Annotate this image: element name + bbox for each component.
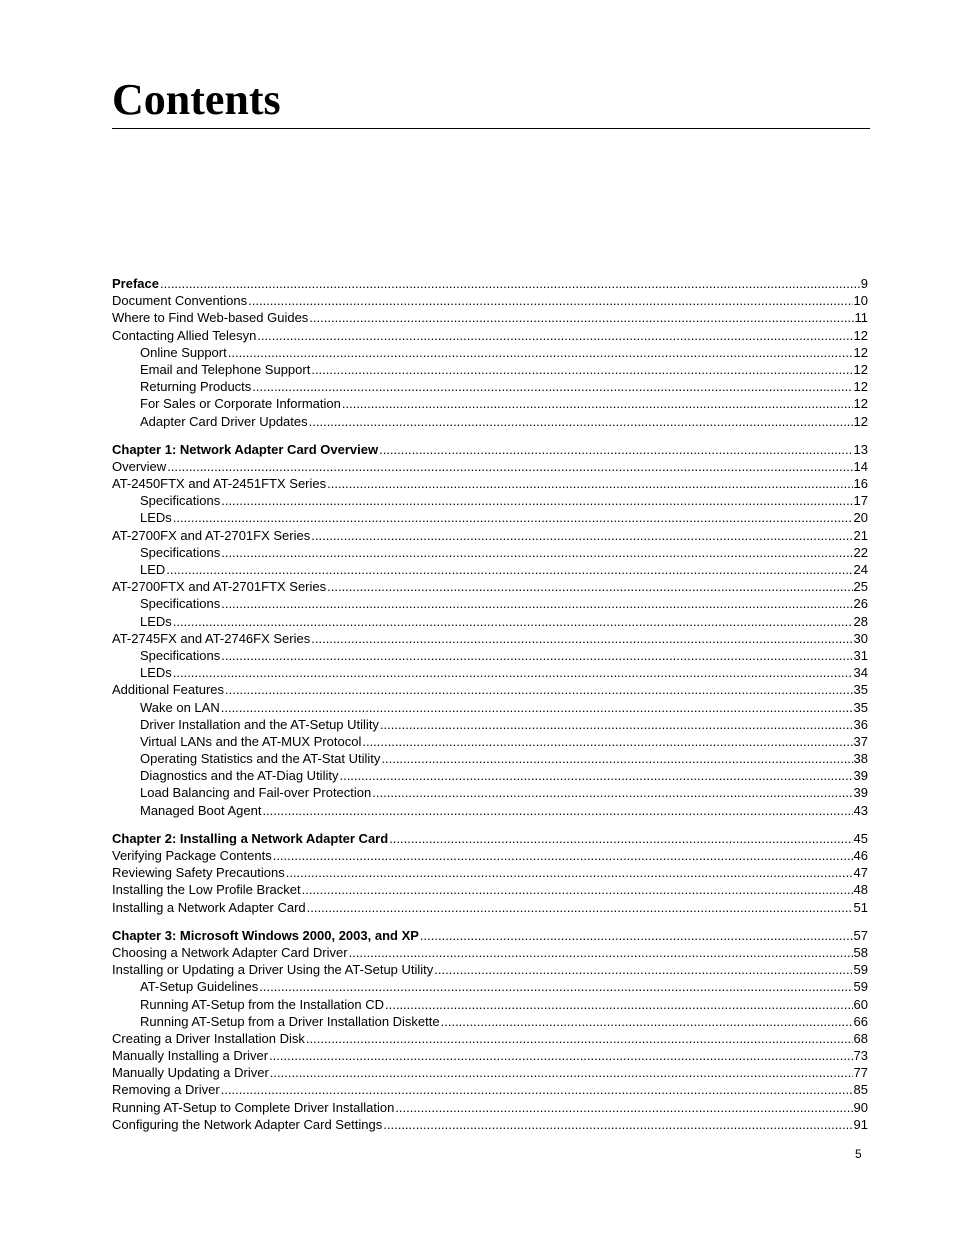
toc-entry-page: 12 — [853, 327, 868, 343]
toc-entry-label: For Sales or Corporate Information — [140, 396, 341, 412]
toc-entry-page: 68 — [853, 1030, 868, 1046]
toc-dot-leader — [286, 864, 853, 881]
toc-entry-page: 30 — [853, 630, 868, 646]
toc-entry-label: Specifications — [140, 596, 221, 612]
toc-chapter-entry[interactable] — [112, 441, 868, 458]
table-of-contents — [112, 275, 868, 1133]
toc-section-entry[interactable] — [112, 961, 868, 978]
toc-section-entry[interactable] — [112, 1116, 868, 1133]
toc-section-entry[interactable] — [112, 1081, 868, 1098]
toc-dot-leader — [257, 327, 852, 344]
toc-entry-page: 59 — [853, 979, 868, 995]
toc-entry-label: AT-2450FTX and AT-2451FTX Series — [112, 476, 327, 492]
toc-dot-leader — [327, 475, 852, 492]
toc-entry-label: Returning Products — [140, 379, 252, 395]
toc-entry-label: Specifications — [140, 493, 221, 509]
toc-subsection-entry[interactable] — [112, 509, 868, 526]
toc-entry-page: 12 — [853, 379, 868, 395]
toc-entry-page: 73 — [853, 1048, 868, 1064]
toc-section-entry[interactable] — [112, 1099, 868, 1116]
toc-entry-label: AT-2745FX and AT-2746FX Series — [112, 630, 311, 646]
toc-entry-label: Operating Statistics and the AT-Stat Utility — [140, 751, 381, 767]
toc-entry-label: Where to Find Web-based Guides — [112, 310, 309, 326]
toc-entry-label: Installing the Low Profile Bracket — [112, 882, 301, 898]
toc-subsection-entry[interactable] — [112, 595, 868, 612]
toc-subsection-entry[interactable] — [112, 784, 868, 801]
toc-entry-label: AT-Setup Guidelines — [140, 979, 259, 995]
toc-dot-leader — [302, 881, 853, 898]
toc-dot-leader — [309, 309, 853, 326]
toc-dot-leader — [342, 395, 853, 412]
toc-dot-leader — [441, 1013, 853, 1030]
toc-subsection-entry[interactable] — [112, 395, 868, 412]
toc-entry-page: 90 — [853, 1099, 868, 1115]
toc-entry-label: Specifications — [140, 647, 221, 663]
toc-section-entry[interactable] — [112, 527, 868, 544]
toc-entry-page: 22 — [853, 544, 868, 560]
toc-dot-leader — [221, 544, 852, 561]
toc-subsection-entry[interactable] — [112, 344, 868, 361]
toc-dot-leader — [339, 767, 852, 784]
toc-dot-leader — [173, 613, 853, 630]
toc-entry-page: 17 — [853, 493, 868, 509]
toc-entry-label: Load Balancing and Fail-over Protection — [140, 785, 372, 801]
toc-entry-label: Online Support — [140, 344, 227, 360]
toc-entry-label: Chapter 1: Network Adapter Card Overview — [112, 441, 379, 457]
toc-dot-leader — [420, 927, 853, 944]
toc-entry-label: Specifications — [140, 544, 221, 560]
toc-entry-label: Running AT-Setup from a Driver Installation Diskette — [140, 1013, 440, 1029]
toc-entry-page: 57 — [853, 927, 868, 943]
toc-entry-page: 51 — [853, 899, 868, 915]
toc-dot-leader — [173, 509, 853, 526]
toc-subsection-entry[interactable] — [112, 492, 868, 509]
toc-dot-leader — [379, 441, 852, 458]
toc-dot-leader — [221, 699, 853, 716]
toc-section-entry[interactable] — [112, 881, 868, 898]
toc-entry-label: LEDs — [140, 510, 172, 526]
toc-entry-page: 13 — [853, 441, 868, 457]
toc-entry-page: 85 — [853, 1082, 868, 1098]
toc-section-entry[interactable] — [112, 292, 868, 309]
toc-entry-label: Removing a Driver — [112, 1082, 220, 1098]
toc-entry-page: 34 — [853, 665, 868, 681]
toc-entry-page: 25 — [853, 579, 868, 595]
toc-section-entry[interactable] — [112, 458, 868, 475]
toc-subsection-entry[interactable] — [112, 561, 868, 578]
toc-section-entry[interactable] — [112, 847, 868, 864]
toc-entry-page: 77 — [853, 1065, 868, 1081]
toc-entry-page: 16 — [853, 476, 868, 492]
toc-dot-leader — [309, 413, 853, 430]
toc-dot-leader — [259, 978, 852, 995]
toc-entry-page: 45 — [853, 830, 868, 846]
title-divider — [112, 128, 870, 129]
toc-entry-page: 12 — [853, 396, 868, 412]
toc-entry-page: 60 — [853, 996, 868, 1012]
toc-entry-page: 47 — [853, 865, 868, 881]
toc-entry-page: 28 — [853, 613, 868, 629]
toc-entry-label: Managed Boot Agent — [140, 802, 262, 818]
toc-section-entry[interactable] — [112, 475, 868, 492]
toc-dot-leader — [381, 750, 852, 767]
toc-entry-label: Manually Updating a Driver — [112, 1065, 269, 1081]
toc-entry-label: Manually Installing a Driver — [112, 1048, 269, 1064]
toc-entry-label: AT-2700FTX and AT-2701FTX Series — [112, 579, 327, 595]
toc-dot-leader — [221, 492, 852, 509]
toc-dot-leader — [270, 1064, 853, 1081]
toc-section-entry[interactable] — [112, 327, 868, 344]
toc-entry-label: Adapter Card Driver Updates — [140, 413, 308, 429]
toc-entry-label: Chapter 3: Microsoft Windows 2000, 2003, and XP — [112, 927, 419, 943]
toc-entry-page: 59 — [853, 962, 868, 978]
toc-entry-page: 21 — [853, 527, 868, 543]
toc-dot-leader — [389, 830, 852, 847]
toc-dot-leader — [372, 784, 852, 801]
toc-entry-page: 58 — [853, 944, 868, 960]
toc-section-entry[interactable] — [112, 1064, 868, 1081]
toc-entry-page: 20 — [853, 510, 868, 526]
toc-dot-leader — [311, 361, 852, 378]
page-title: Contents — [112, 75, 281, 124]
toc-subsection-entry[interactable] — [112, 750, 868, 767]
toc-entry-label: Choosing a Network Adapter Card Driver — [112, 944, 348, 960]
toc-section-entry[interactable] — [112, 899, 868, 916]
toc-entry-label: Creating a Driver Installation Disk — [112, 1030, 305, 1046]
toc-entry-page: 11 — [854, 310, 868, 326]
page-number: 5 — [855, 1147, 862, 1161]
toc-subsection-entry[interactable] — [112, 767, 868, 784]
toc-entry-label: Preface — [112, 276, 159, 291]
toc-entry-label: Contacting Allied Telesyn — [112, 327, 257, 343]
toc-dot-leader — [173, 664, 853, 681]
toc-dot-leader — [166, 561, 852, 578]
toc-section-entry[interactable] — [112, 864, 868, 881]
toc-entry-label: LEDs — [140, 665, 172, 681]
toc-dot-leader — [383, 1116, 852, 1133]
toc-dot-leader — [160, 275, 860, 292]
toc-dot-leader — [434, 961, 852, 978]
toc-entry-page: 48 — [853, 882, 868, 898]
toc-entry-label: Overview — [112, 458, 167, 474]
toc-subsection-entry[interactable] — [112, 1013, 868, 1030]
toc-section-entry[interactable] — [112, 578, 868, 595]
toc-dot-leader — [362, 733, 852, 750]
toc-dot-leader — [395, 1099, 852, 1116]
toc-entry-label: Driver Installation and the AT-Setup Utility — [140, 716, 379, 732]
toc-dot-leader — [248, 292, 852, 309]
toc-entry-label: Document Conventions — [112, 293, 248, 309]
toc-entry-page: 38 — [853, 751, 868, 767]
toc-entry-label: AT-2700FX and AT-2701FX Series — [112, 527, 311, 543]
toc-entry-label: Virtual LANs and the AT-MUX Protocol — [140, 733, 362, 749]
toc-entry-page: 12 — [853, 361, 868, 377]
toc-entry-page: 14 — [853, 458, 868, 474]
toc-dot-leader — [221, 647, 852, 664]
toc-subsection-entry[interactable] — [112, 699, 868, 716]
toc-chapter-entry[interactable] — [112, 275, 868, 292]
toc-subsection-entry[interactable] — [112, 544, 868, 561]
toc-entry-label: Running AT-Setup from the Installation CD — [140, 996, 384, 1012]
toc-dot-leader — [311, 527, 852, 544]
toc-dot-leader — [225, 681, 853, 698]
toc-entry-label: Verifying Package Contents — [112, 848, 272, 863]
toc-entry-page: 35 — [853, 682, 868, 698]
toc-dot-leader — [221, 595, 852, 612]
toc-entry-label: Installing or Updating a Driver Using the AT-Setup Utility — [112, 962, 434, 978]
toc-dot-leader — [307, 899, 853, 916]
toc-section-entry[interactable] — [112, 1047, 868, 1064]
toc-dot-leader — [167, 458, 852, 475]
toc-subsection-entry[interactable] — [112, 647, 868, 664]
toc-entry-label: Additional Features — [112, 682, 225, 698]
toc-entry-label: LEDs — [140, 613, 172, 629]
toc-subsection-entry[interactable] — [112, 361, 868, 378]
toc-entry-page: 39 — [853, 768, 868, 784]
toc-subsection-entry[interactable] — [112, 413, 868, 430]
toc-entry-page: 39 — [853, 785, 868, 801]
toc-dot-leader — [228, 344, 853, 361]
toc-entry-page: 35 — [853, 699, 868, 715]
toc-entry-page: 24 — [853, 562, 868, 577]
toc-subsection-entry[interactable] — [112, 802, 868, 819]
toc-dot-leader — [262, 802, 852, 819]
toc-section-entry[interactable] — [112, 1030, 868, 1047]
toc-subsection-entry[interactable] — [112, 978, 868, 995]
toc-entry-label: Wake on LAN — [140, 699, 220, 715]
toc-subsection-entry[interactable] — [112, 733, 868, 750]
toc-entry-page: 43 — [853, 802, 868, 818]
toc-dot-leader — [349, 944, 853, 961]
toc-entry-page: 91 — [853, 1116, 868, 1132]
toc-dot-leader — [273, 847, 853, 864]
toc-subsection-entry[interactable] — [112, 613, 868, 630]
toc-entry-label: LED — [140, 562, 166, 577]
toc-entry-label: Chapter 2: Installing a Network Adapter Card — [112, 830, 389, 846]
toc-chapter-entry[interactable] — [112, 830, 868, 847]
toc-entry-label: Installing a Network Adapter Card — [112, 899, 306, 915]
toc-section-entry[interactable] — [112, 944, 868, 961]
toc-entry-label: Reviewing Safety Precautions — [112, 865, 285, 881]
toc-section-entry[interactable] — [112, 630, 868, 647]
toc-subsection-entry[interactable] — [112, 378, 868, 395]
toc-entry-label: Running AT-Setup to Complete Driver Installation — [112, 1099, 395, 1115]
toc-entry-page: 10 — [853, 293, 868, 309]
toc-subsection-entry[interactable] — [112, 716, 868, 733]
toc-dot-leader — [311, 630, 852, 647]
toc-dot-leader — [252, 378, 852, 395]
toc-entry-page: 31 — [853, 647, 868, 663]
toc-entry-page: 46 — [853, 848, 868, 863]
toc-entry-label: Configuring the Network Adapter Card Settings — [112, 1116, 383, 1132]
toc-dot-leader — [385, 996, 853, 1013]
toc-section-entry[interactable] — [112, 681, 868, 698]
toc-entry-page: 37 — [853, 733, 868, 749]
toc-dot-leader — [327, 578, 852, 595]
toc-chapter-entry[interactable] — [112, 927, 868, 944]
toc-entry-label: Email and Telephone Support — [140, 361, 311, 377]
toc-dot-leader — [380, 716, 853, 733]
toc-entry-page: 12 — [853, 413, 868, 429]
toc-dot-leader — [221, 1081, 853, 1098]
toc-dot-leader — [306, 1030, 853, 1047]
toc-subsection-entry[interactable] — [112, 996, 868, 1013]
toc-subsection-entry[interactable] — [112, 664, 868, 681]
toc-entry-page: 36 — [853, 716, 868, 732]
toc-entry-page: 9 — [860, 276, 868, 291]
toc-dot-leader — [269, 1047, 852, 1064]
toc-entry-page: 26 — [853, 596, 868, 612]
toc-section-entry[interactable] — [112, 309, 868, 326]
toc-entry-page: 12 — [853, 344, 868, 360]
toc-entry-label: Diagnostics and the AT-Diag Utility — [140, 768, 339, 784]
toc-entry-page: 66 — [853, 1013, 868, 1029]
